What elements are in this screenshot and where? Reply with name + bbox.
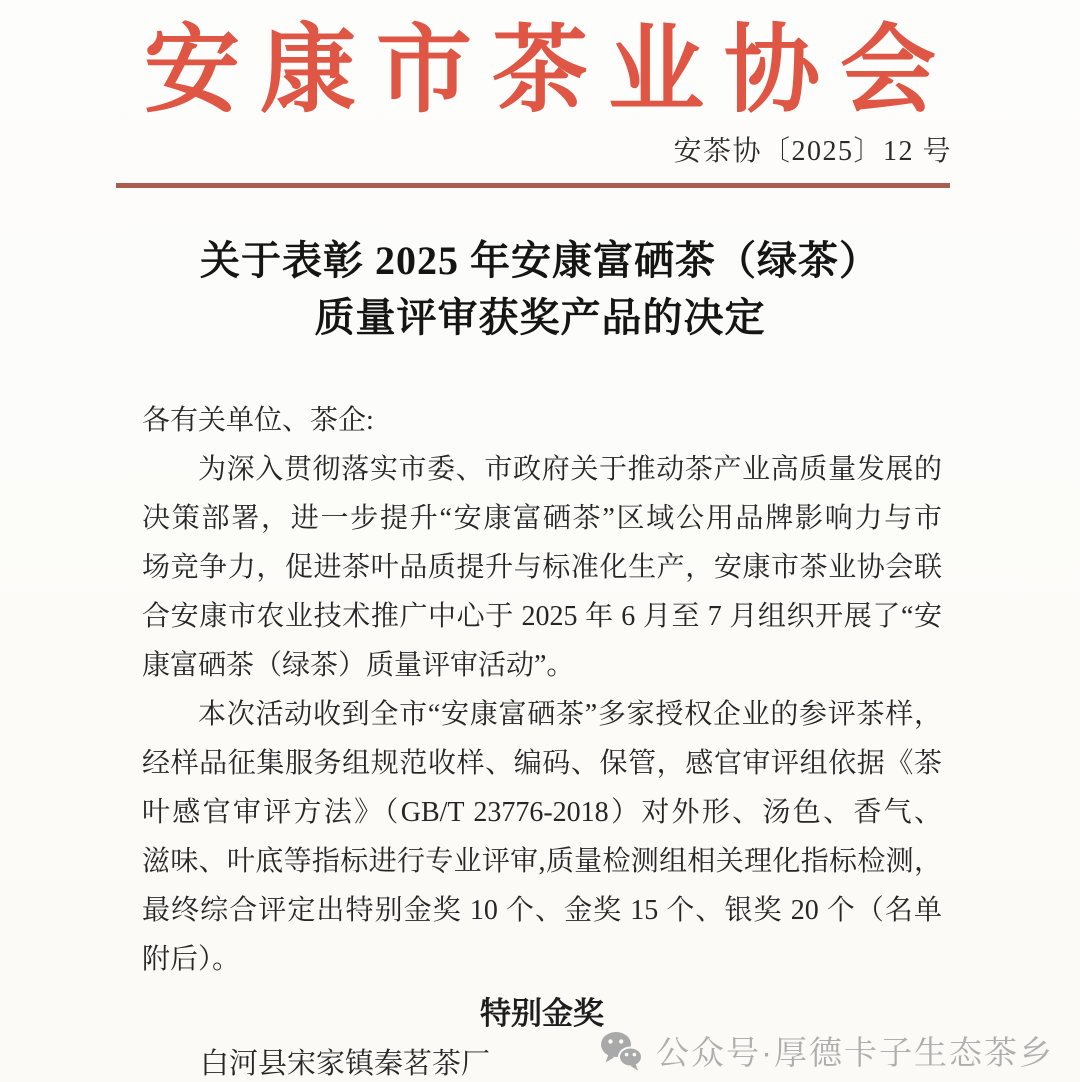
body-line: 康富硒茶（绿茶）质量评审活动”。 [142, 650, 575, 682]
body-line: 最终综合评定出特别金奖 10 个、金奖 15 个、银奖 20 个（名单 [142, 895, 942, 927]
paragraph-2 [142, 690, 942, 984]
body-line: 合安康市农业技术推广中心于 2025 年 6 月至 7 月组织开展了“安 [142, 601, 942, 633]
document-title-line2: 质量评审获奖产品的决定 [314, 295, 766, 341]
document-title [0, 232, 1080, 346]
award-list-item: 白河县宋家镇秦茗茶厂 [200, 1048, 491, 1081]
document-body [142, 396, 942, 1082]
body-line: 场竞争力，促进茶叶品质提升与标准化生产，安康市茶业协会联 [142, 552, 942, 584]
watermark-label: 公众号·厚德卡子生态茶乡 [656, 1034, 1054, 1071]
org-title: 安康市茶业协会 [144, 17, 956, 124]
body-line: 本次活动收到全市“安康富硒茶”多家授权企业的参评茶样， [198, 699, 942, 731]
body-line: 叶感官审评方法》（GB/T 23776-2018）对外形、汤色、香气、 [142, 797, 942, 829]
body-line: 经样品征集服务组规范收样、编码、保管，感官审评组依据《茶 [142, 748, 942, 780]
salutation: 各有关单位、茶企: [142, 405, 374, 437]
section-heading-special-gold-award: 特别金奖 [480, 996, 604, 1032]
red-divider [116, 183, 950, 188]
wechat-icon [598, 1028, 644, 1074]
body-line: 为深入贯彻落实市委、市政府关于推动茶产业高质量发展的 [198, 454, 942, 486]
watermark [598, 1027, 1054, 1074]
document-title-line1: 关于表彰 2025 年安康富硒茶（绿茶） [200, 238, 880, 284]
paragraph-1 [142, 445, 942, 690]
body-line: 附后）。 [142, 944, 241, 976]
body-line: 滋味、叶底等指标进行专业评审,质量检测组相关理化指标检测， [142, 846, 942, 878]
body-line: 决策部署，进一步提升“安康富硒茶”区域公用品牌影响力与市 [142, 503, 942, 535]
doc-number: 安茶协〔2025〕12 号 [673, 136, 952, 168]
